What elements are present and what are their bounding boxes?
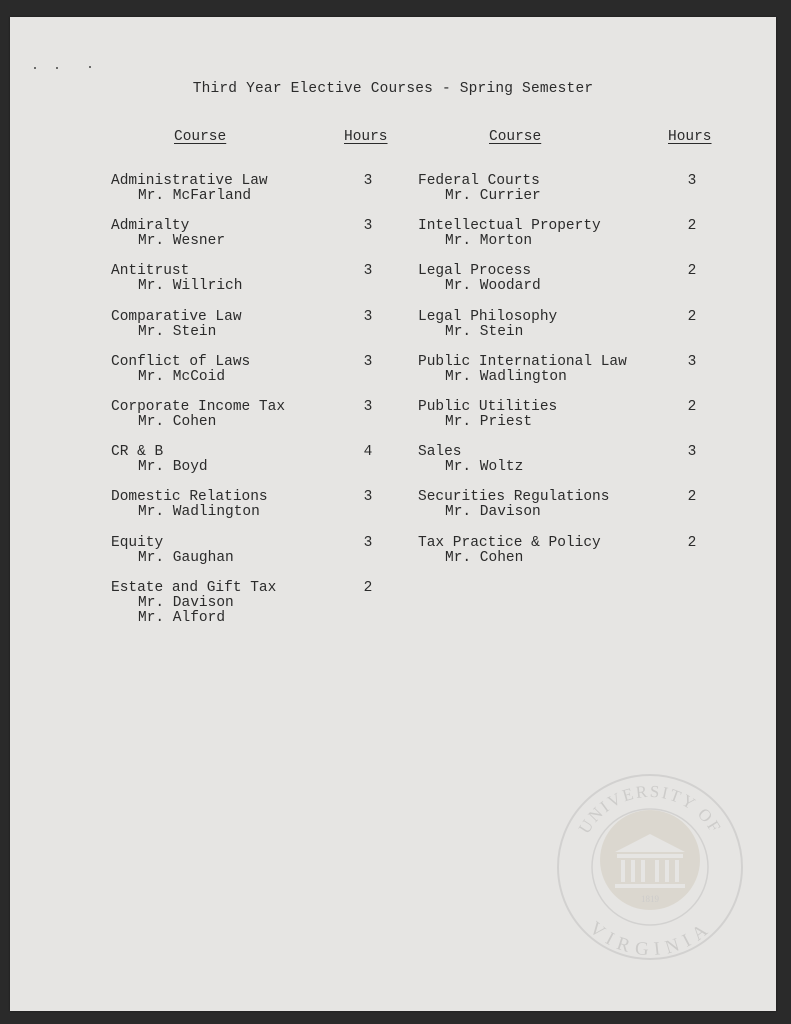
course-name: Securities Regulations — [418, 489, 610, 505]
course-entry — [418, 174, 718, 204]
course-name: Corporate Income Tax — [111, 399, 286, 415]
course-hours: 2 — [687, 489, 697, 505]
course-entry — [418, 219, 718, 249]
course-hours: 3 — [363, 218, 373, 234]
course-hours: 3 — [363, 399, 373, 415]
course-hours: 3 — [687, 444, 697, 460]
instructor-name: Mr. Cohen — [445, 550, 524, 566]
course-hours: 2 — [363, 580, 373, 596]
course-entry — [418, 445, 718, 475]
instructor-name: Mr. McCoid — [138, 369, 226, 385]
instructor-name: Mr. Currier — [445, 188, 541, 204]
course-name: Public International Law — [418, 354, 627, 370]
instructor-name: Mr. Stein — [445, 324, 524, 340]
seal-text-bottom: VIRGINIA — [585, 917, 715, 961]
header-hours-left: Hours — [344, 129, 388, 145]
instructor-name: Mr. Davison — [445, 504, 541, 520]
instructor-name: Mr. Wadlington — [138, 504, 260, 520]
instructor-name: Mr. Alford — [138, 610, 226, 626]
course-hours: 3 — [363, 535, 373, 551]
course-name: Administrative Law — [111, 173, 268, 189]
document-page — [10, 17, 776, 1011]
paper-specks — [34, 66, 94, 70]
course-hours: 3 — [363, 489, 373, 505]
course-entry — [418, 490, 718, 520]
course-hours: 2 — [687, 535, 697, 551]
instructor-name: Mr. Priest — [445, 414, 533, 430]
university-seal-watermark — [555, 772, 745, 962]
course-hours: 3 — [687, 173, 697, 189]
instructor-name: Mr. Boyd — [138, 459, 208, 475]
instructor-name: Mr. Stein — [138, 324, 217, 340]
svg-text:VIRGINIA — [585, 918, 715, 961]
course-hours: 2 — [687, 399, 697, 415]
course-hours: 3 — [687, 354, 697, 370]
seal-year: 1819 — [641, 894, 659, 904]
course-hours: 2 — [687, 263, 697, 279]
course-hours: 2 — [687, 309, 697, 325]
course-name: Equity — [111, 535, 164, 551]
course-name: Federal Courts — [418, 173, 540, 189]
header-course-left: Course — [174, 129, 227, 145]
course-name: Legal Philosophy — [418, 309, 558, 325]
instructor-name: Mr. Gaughan — [138, 550, 234, 566]
instructor-name: Mr. Cohen — [138, 414, 217, 430]
course-name: Domestic Relations — [111, 489, 268, 505]
course-hours: 2 — [687, 218, 697, 234]
course-name: Conflict of Laws — [111, 354, 251, 370]
course-name: Admiralty — [111, 218, 190, 234]
course-hours: 3 — [363, 263, 373, 279]
seal-text-top: UNIVERSITY OF — [574, 781, 726, 838]
instructor-name: Mr. Wadlington — [445, 369, 567, 385]
course-name: Public Utilities — [418, 399, 558, 415]
course-name: Legal Process — [418, 263, 532, 279]
course-hours: 3 — [363, 309, 373, 325]
page-title: Third Year Elective Courses - Spring Semester — [192, 81, 594, 97]
course-name: Estate and Gift Tax — [111, 580, 277, 596]
instructor-name: Mr. Davison — [138, 595, 234, 611]
instructor-name: Mr. Wesner — [138, 233, 226, 249]
instructor-name: Mr. Woltz — [445, 459, 524, 475]
instructor-name: Mr. Morton — [445, 233, 533, 249]
header-course-right: Course — [489, 129, 542, 145]
course-hours: 4 — [363, 444, 373, 460]
instructor-name: Mr. Woodard — [445, 278, 541, 294]
course-name: Tax Practice & Policy — [418, 535, 601, 551]
course-entry — [418, 400, 718, 430]
course-name: Intellectual Property — [418, 218, 601, 234]
course-name: CR & B — [111, 444, 164, 460]
instructor-name: Mr. Willrich — [138, 278, 243, 294]
course-entry — [418, 355, 718, 385]
course-name: Sales — [418, 444, 462, 460]
header-hours-right: Hours — [668, 129, 712, 145]
course-hours: 3 — [363, 354, 373, 370]
course-hours: 3 — [363, 173, 373, 189]
course-entry — [418, 310, 718, 340]
course-entry — [418, 264, 718, 294]
course-name: Antitrust — [111, 263, 190, 279]
course-entry — [418, 536, 718, 566]
course-name: Comparative Law — [111, 309, 242, 325]
instructor-name: Mr. McFarland — [138, 188, 252, 204]
